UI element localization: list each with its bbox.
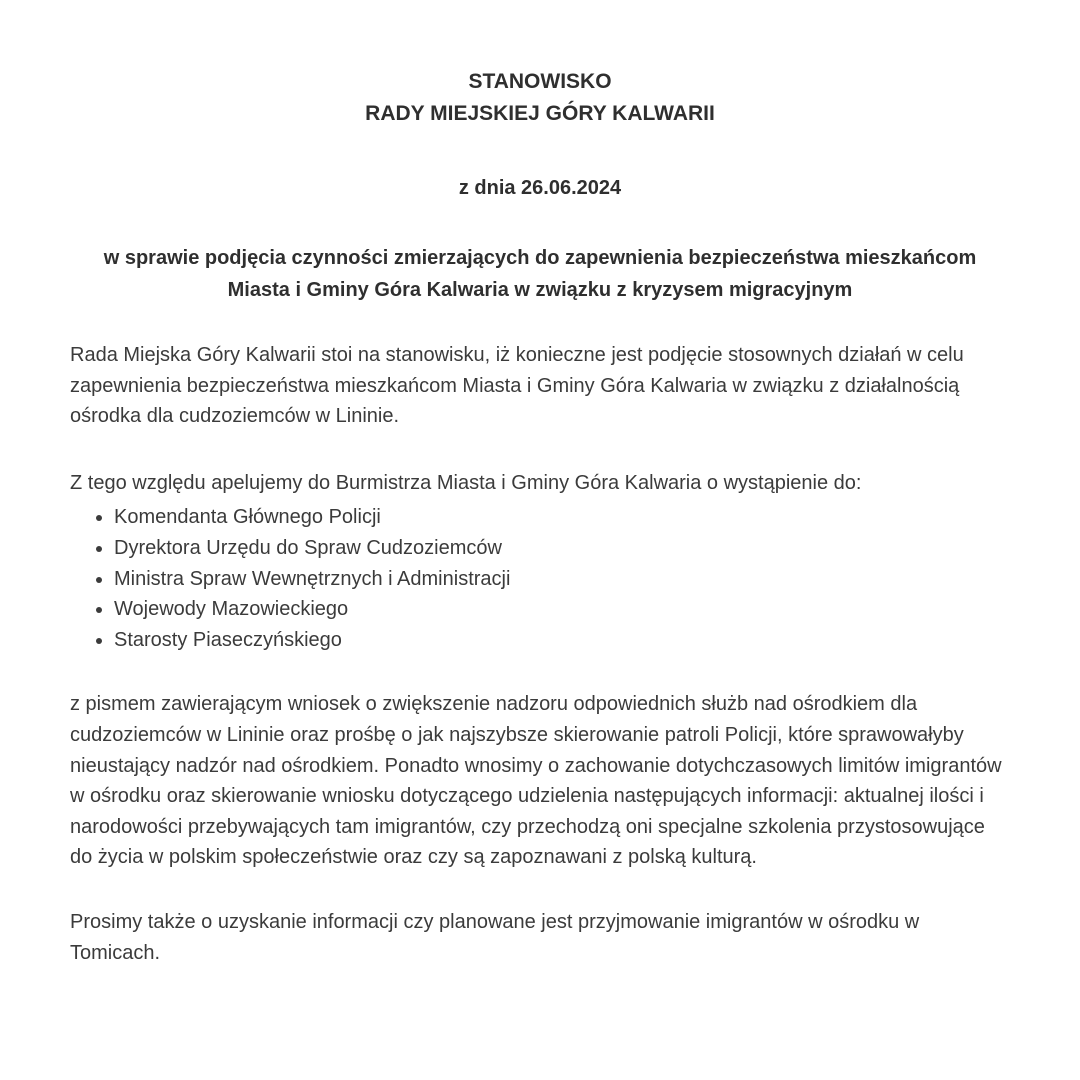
document-title <box>70 66 1010 129</box>
paragraph-intro: Rada Miejska Góry Kalwarii stoi na stanowisku, iż konieczne jest podjęcie stosownych działań w celu zapewnienia bezpieczeństwa mieszkańcom Miasta i Gminy Góra Kalwaria w związku z działalnością ośrodka dla cudzoziemców w Lininie. <box>70 344 964 428</box>
appeal-section <box>70 468 1010 656</box>
paragraph-closing: Prosimy także o uzyskanie informacji czy planowane jest przyjmowanie imigrantów w ośrodku w Tomicach. <box>70 910 920 964</box>
list-item: • Starosty Piaseczyńskiego <box>114 625 1010 656</box>
appeal-lead: Z tego względu apelujemy do Burmistrza Miasta i Gminy Góra Kalwaria o wystąpienie do: <box>70 471 862 494</box>
document-subject: w sprawie podjęcia czynności zmierzających do zapewnienia bezpieczeństwa mieszkańcom Miasta i Gminy Góra Kalwaria w związku z kryzysem migracyjnym <box>103 247 977 301</box>
paragraph-request: z pismem zawierającym wniosek o zwiększenie nadzoru odpowiednich służb nad ośrodkiem dla cudzoziemców w Lininie oraz prośbę o jak najszybsze skierowanie patroli Policji, które sprawowałyby nieustający nadzór nad ośrodkiem. Ponadto wnosimy o zachowanie dotychczasowych limitów imigrantów w ośrodku oraz skierowanie wniosku dotyczącego udzielenia następujących informacji: aktualnej ilości i narodowości przebywających tam imigrantów, czy przechodzą oni specjalne szkolenia przystosowujące do życia w polskim społeczeństwie oraz czy są zapoznawani z polską kulturą. <box>70 693 1002 869</box>
list-item: • Ministra Spraw Wewnętrznych i Administracji <box>114 564 1010 595</box>
document-date: z dnia 26.06.2024 <box>458 177 622 199</box>
list-item: • Wojewody Mazowieckiego <box>114 594 1010 625</box>
document-title-line1: STANOWISKO <box>468 70 612 93</box>
appeal-recipients-list <box>70 502 1010 655</box>
list-item: • Dyrektora Urzędu do Spraw Cudzoziemców <box>114 533 1010 564</box>
list-item: • Komendanta Głównego Policji <box>114 502 1010 533</box>
document-title-line2: RADY MIEJSKIEJ GÓRY KALWARII <box>365 101 715 125</box>
